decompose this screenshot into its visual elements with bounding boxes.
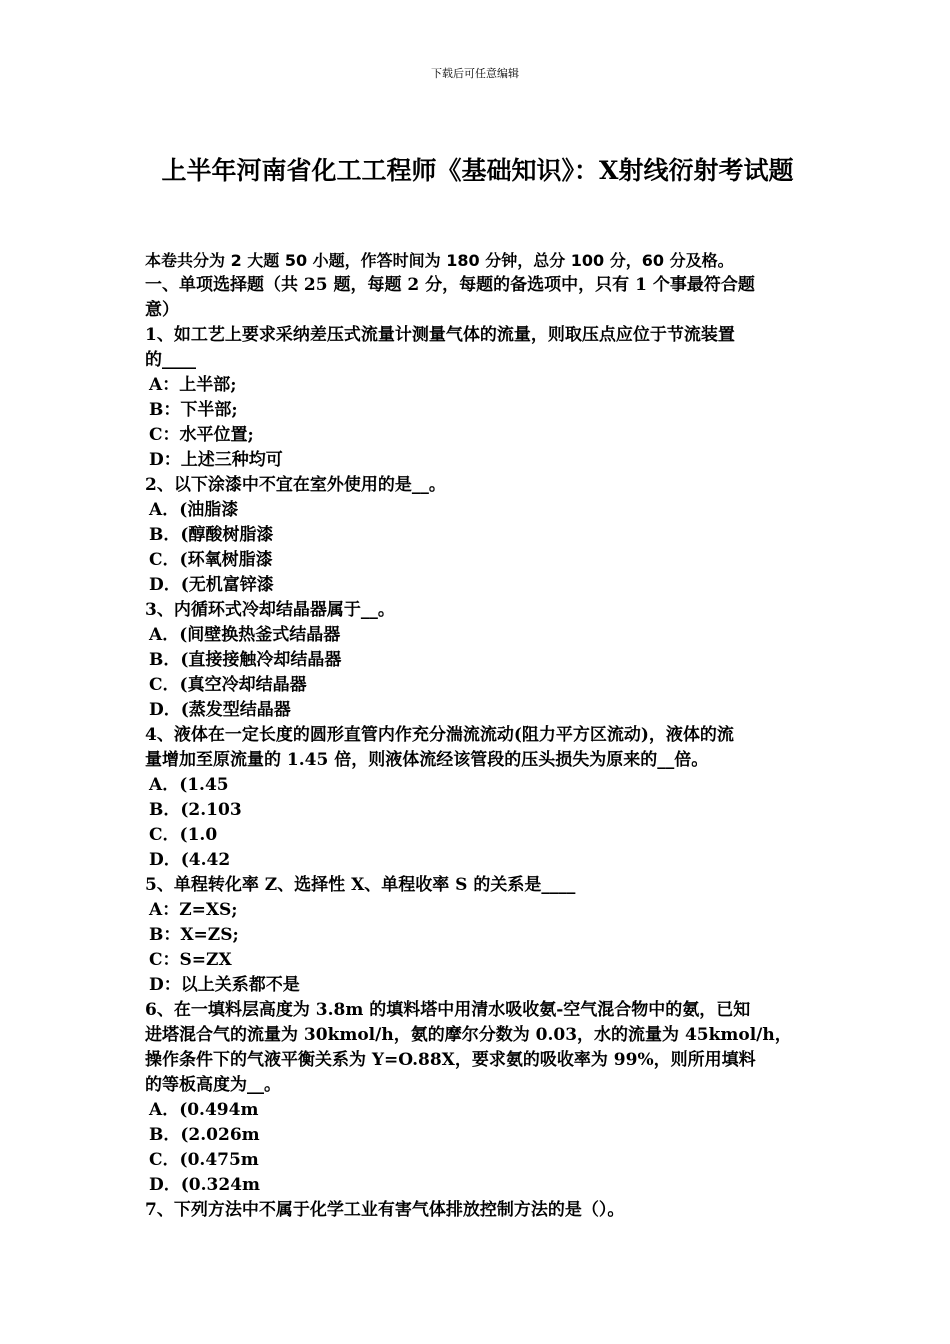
- answer-option: D．(0.324m: [149, 1175, 261, 1195]
- answer-option: C．(真空冷却结晶器: [149, 675, 307, 695]
- question-stem-line: 6、在一填料层高度为 3.8m 的填料塔中用清水吸收氨-空气混合物中的氨，已知: [145, 1000, 751, 1020]
- answer-option: A．(0.494m: [149, 1100, 259, 1120]
- question-2: [145, 473, 813, 598]
- answer-option: A．(间壁换热釜式结晶器: [149, 625, 341, 645]
- answer-option: D：以上关系都不是: [149, 975, 300, 995]
- question-7: [145, 1198, 813, 1223]
- answer-option: D．(蒸发型结晶器: [149, 700, 291, 720]
- answer-option: B．(醇酸树脂漆: [149, 525, 274, 545]
- answer-option: A：上半部;: [149, 375, 237, 395]
- answer-option: C．(1.0: [149, 825, 218, 845]
- question-stem-line: 2、以下涂漆中不宜在室外使用的是__。: [145, 475, 446, 495]
- answer-option: A．(1.45: [149, 775, 229, 795]
- answer-option: B．(2.103: [149, 800, 242, 820]
- answer-option: B：下半部;: [149, 400, 238, 420]
- answer-option: C：水平位置;: [149, 425, 254, 445]
- question-stem-line: 操作条件下的气液平衡关系为 Y=O.88X，要求氨的吸收率为 99%，则所用填料: [145, 1050, 756, 1070]
- question-stem-line: 1、如工艺上要求采纳差压式流量计测量气体的流量，则取压点应位于节流装置: [145, 325, 735, 345]
- answer-option: B．(直接接触冷却结晶器: [149, 650, 342, 670]
- answer-option: A：Z=XS;: [149, 900, 238, 920]
- answer-option: C．(环氧树脂漆: [149, 550, 273, 570]
- question-4: [145, 723, 813, 873]
- question-stem-line: 7、下列方法中不属于化学工业有害气体排放控制方法的是（）。: [145, 1200, 625, 1220]
- question-6: [145, 998, 813, 1198]
- section-heading-line-1: 一、单项选择题（共 25 题，每题 2 分，每题的备选项中，只有 1 个事最符合题: [145, 275, 755, 295]
- header-note: 下载后可任意编辑: [431, 67, 519, 80]
- question-list: [145, 323, 813, 1223]
- answer-option: D．(无机富锌漆: [149, 575, 274, 595]
- exam-summary: 本卷共分为 2 大题 50 小题，作答时间为 180 分钟，总分 100 分，60 分及格。: [145, 251, 734, 270]
- answer-option: D：上述三种均可: [149, 450, 283, 470]
- question-stem-line: 5、单程转化率 Z、选择性 X、单程收率 S 的关系是____: [145, 875, 576, 895]
- page-title: 上半年河南省化工工程师《基础知识》：X射线衍射考试题: [161, 156, 794, 185]
- question-3: [145, 598, 813, 723]
- answer-option: C．(0.475m: [149, 1150, 259, 1170]
- answer-option: C：S=ZX: [149, 950, 232, 970]
- question-stem-line: 3、内循环式冷却结晶器属于__。: [145, 600, 395, 620]
- question-stem-line: 4、液体在一定长度的圆形直管内作充分湍流流动(阻力平方区流动)，液体的流: [145, 725, 734, 745]
- question-stem-line: 进塔混合气的流量为 30kmol/h，氨的摩尔分数为 0.03，水的流量为 45kmol/h，: [145, 1025, 792, 1045]
- exam-body: [145, 248, 813, 1223]
- answer-option: A．(油脂漆: [149, 500, 239, 520]
- question-stem-line: 的等板高度为__。: [145, 1075, 281, 1095]
- answer-option: D．(4.42: [149, 850, 231, 870]
- question-5: [145, 873, 813, 998]
- question-1: [145, 323, 813, 473]
- question-stem-line: 的____: [145, 350, 196, 370]
- question-stem-line: 量增加至原流量的 1.45 倍，则液体流经该管段的压头损失为原来的__倍。: [145, 750, 709, 770]
- answer-option: B．(2.026m: [149, 1125, 260, 1145]
- answer-option: B：X=ZS;: [149, 925, 239, 945]
- section-heading-line-2: 意）: [145, 300, 179, 320]
